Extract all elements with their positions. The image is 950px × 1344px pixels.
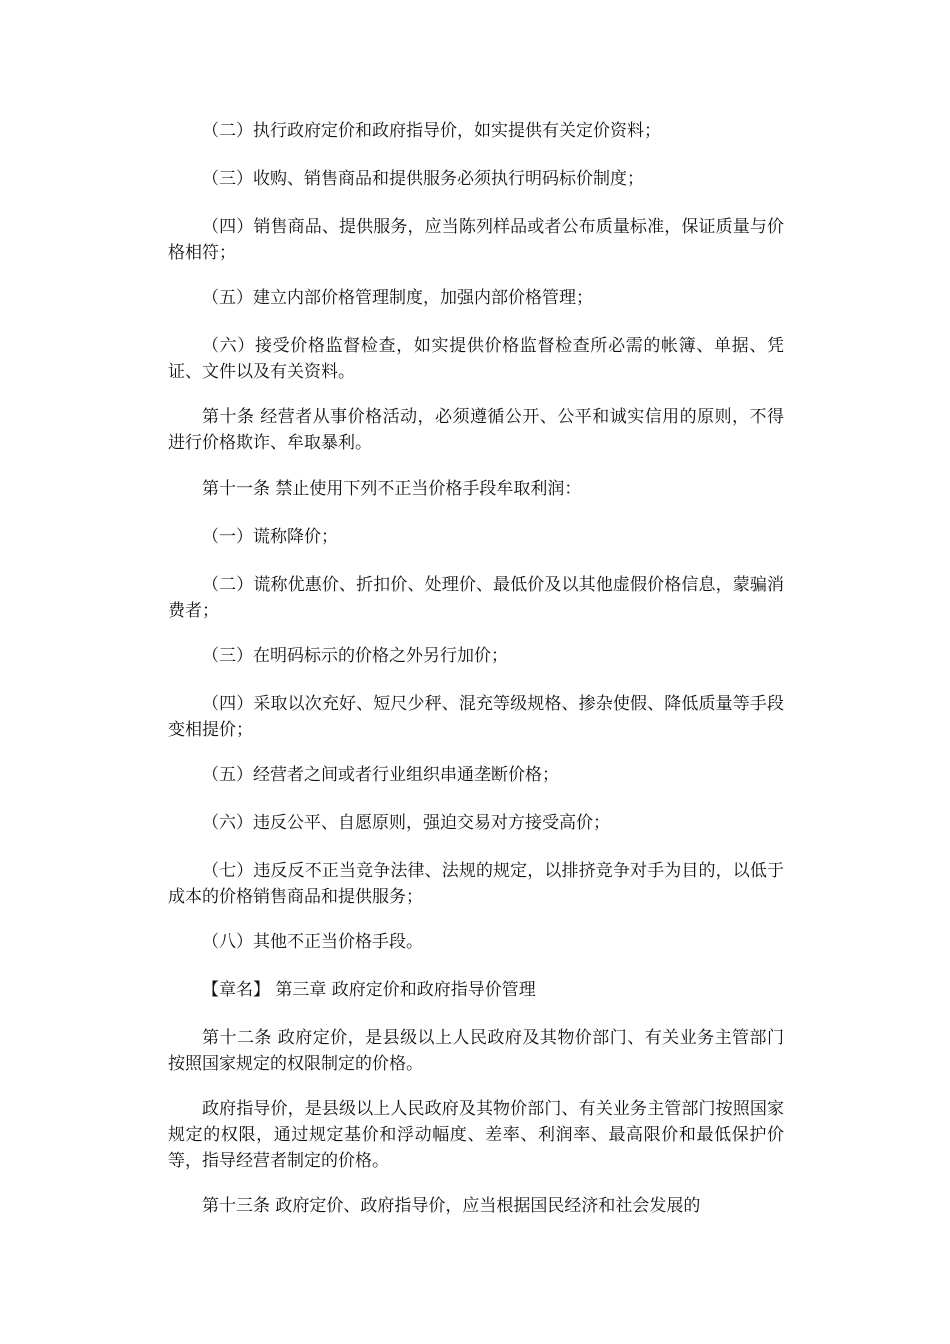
article-11-item-8: （八）其他不正当价格手段。 xyxy=(202,932,423,952)
article-11-item-1: （一）谎称降价； xyxy=(202,527,338,547)
article-11-item-3: （三）在明码标示的价格之外另行加价； xyxy=(202,646,508,666)
paragraph-item-3: （三）收购、销售商品和提供服务必须执行明码标价制度； xyxy=(202,169,644,189)
article-11-item-5: （五）经营者之间或者行业组织串通垄断价格； xyxy=(202,765,559,785)
article-11-item-6: （六）违反公平、自愿原则，强迫交易对方接受高价； xyxy=(202,813,610,833)
paragraph-item-4: （四）销售商品、提供服务，应当陈列样品或者公布质量标准，保证质量与价格相符； xyxy=(168,217,784,263)
article-12-paragraph-2: 政府指导价，是县级以上人民政府及其物价部门、有关业务主管部门按照国家规定的权限，通过规定基价和浮动幅度、差率、利润率、最高限价和最低保护价等，指导经营者制定的价格。 xyxy=(168,1099,784,1171)
paragraph-item-5: （五）建立内部价格管理制度，加强内部价格管理； xyxy=(202,288,593,308)
article-11-item-4: （四）采取以次充好、短尺少秤、混充等级规格、掺杂使假、降低质量等手段变相提价； xyxy=(168,694,784,740)
article-10: 第十条 经营者从事价格活动，必须遵循公开、公平和诚实信用的原则，不得进行价格欺诈、牟取暴利。 xyxy=(168,407,784,453)
article-11: 第十一条 禁止使用下列不正当价格手段牟取利润： xyxy=(202,479,582,499)
article-11-item-2: （二）谎称优惠价、折扣价、处理价、最低价及以其他虚假价格信息，蒙骗消费者； xyxy=(168,575,784,621)
article-13: 第十三条 政府定价、政府指导价，应当根据国民经济和社会发展的 xyxy=(202,1196,701,1216)
article-12: 第十二条 政府定价，是县级以上人民政府及其物价部门、有关业务主管部门按照国家规定的权限制定的价格。 xyxy=(168,1028,784,1074)
paragraph-item-6: （六）接受价格监督检查，如实提供价格监督检查所必需的帐簿、单据、凭证、文件以及有关资料。 xyxy=(168,336,784,382)
chapter-heading: 【章名】 第三章 政府定价和政府指导价管理 xyxy=(202,980,536,1000)
article-11-item-7: （七）违反反不正当竞争法律、法规的规定，以排挤竞争对手为目的，以低于成本的价格销售商品和提供服务； xyxy=(168,861,784,907)
paragraph-item-2: （二）执行政府定价和政府指导价，如实提供有关定价资料； xyxy=(202,121,661,141)
